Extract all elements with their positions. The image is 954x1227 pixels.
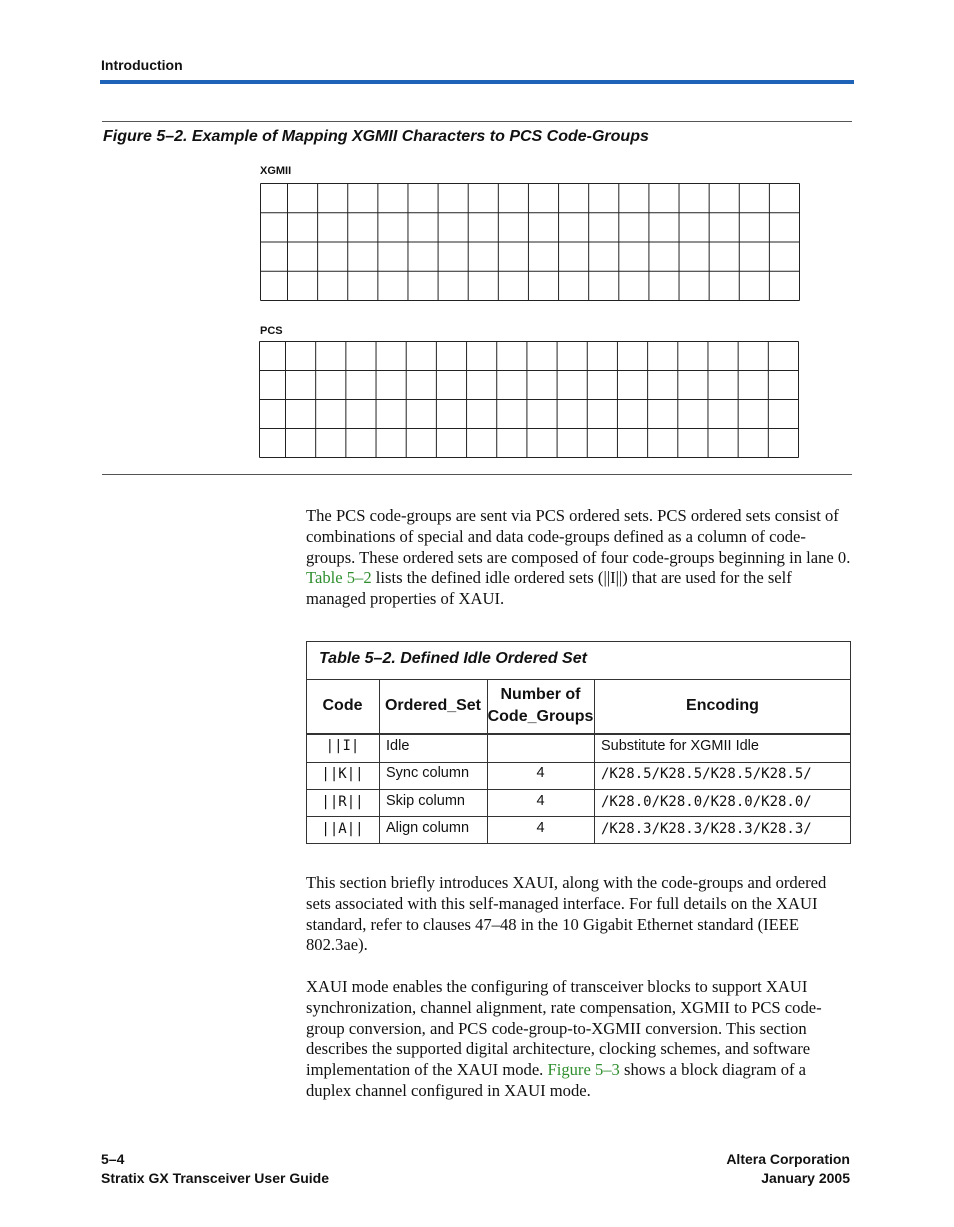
table-rule	[306, 816, 851, 817]
paragraph-text: The PCS code-groups are sent via PCS ordered sets. PCS ordered sets consist of combinations of special and data code-groups defined as a column of code-groups. These ordered sets are composed of four code-groups beginning in lane 0.	[306, 506, 851, 567]
table-cell-encoding: /K28.3/K28.3/K28.3/K28.3/	[601, 821, 812, 837]
table-caption: Table 5–2. Defined Idle Ordered Set	[319, 650, 587, 667]
table-cell-encoding: Substitute for XGMII Idle	[601, 738, 759, 754]
figure-top-rule	[102, 121, 852, 122]
table-cell-code: ||A||	[321, 821, 364, 837]
table-cell-encoding: /K28.0/K28.0/K28.0/K28.0/	[601, 794, 812, 810]
table-cell-number: 4	[536, 765, 545, 781]
paragraph-text: XAUI mode enables the configuring of transceiver blocks to support XAUI synchronization, channel alignment, rate compensation, XGMII to PCS code-group conversion, and PCS code-group-to-XGMII conversion. This section describes the supported digital architecture, clocking schemes, and software implementation of the XAUI mode.	[306, 977, 822, 1080]
figure-bottom-rule	[102, 474, 852, 475]
pcs-label: PCS	[260, 325, 283, 337]
header-rule	[100, 80, 854, 84]
table-cell-number: 4	[536, 820, 545, 836]
header-line: Number of	[500, 686, 581, 703]
pcs-grid	[259, 341, 800, 459]
column-header-ordered-set: Ordered_Set	[384, 697, 482, 714]
header-line: Code_Groups	[487, 708, 594, 725]
table-cell-number: 4	[536, 793, 545, 809]
paragraph-text: lists the defined idle ordered sets (||I||) that are used for the self managed properties of XAUI.	[306, 568, 792, 609]
column-header-encoding: Encoding	[686, 697, 759, 714]
footer-company: Altera Corporation	[726, 1151, 850, 1167]
footer-page-number: 5–4	[101, 1151, 125, 1167]
xgmii-label: XGMII	[260, 165, 292, 177]
table-cell-encoding: /K28.5/K28.5/K28.5/K28.5/	[601, 766, 812, 782]
column-header-number-of-code-groups	[487, 684, 594, 728]
footer-date: January 2005	[761, 1170, 850, 1186]
body-paragraph-overview: This section briefly introduces XAUI, along with the code-groups and ordered sets associated with this self-managed interface. For full details on the XAUI standard, refer to clauses 47–48 in the 10 Gigabit Ethernet standard (IEEE 802.3ae).	[306, 873, 827, 955]
column-header-code: Code	[322, 697, 363, 714]
table-rule	[306, 762, 851, 763]
table-cell-code: ||R||	[321, 794, 364, 810]
body-paragraph-xaui-mode	[306, 977, 851, 1102]
figure-caption: Figure 5–2. Example of Mapping XGMII Characters to PCS Code-Groups	[103, 128, 649, 145]
table-rule	[306, 733, 851, 735]
table-cell-ordered-set: Sync column	[386, 765, 470, 781]
table-rule	[306, 789, 851, 790]
running-header: Introduction	[101, 57, 183, 73]
table-cell-code: ||I|	[325, 738, 360, 754]
table-cell-ordered-set: Align column	[386, 820, 470, 836]
table-cell-code: ||K||	[321, 766, 364, 782]
body-paragraph-intro	[306, 506, 851, 610]
table-5-2-link[interactable]: Table 5–2	[306, 568, 372, 588]
table-cell-ordered-set: Skip column	[386, 793, 465, 809]
table-cell-ordered-set: Idle	[386, 738, 410, 754]
table-rule	[306, 679, 851, 680]
footer-guide-title: Stratix GX Transceiver User Guide	[101, 1170, 329, 1186]
figure-5-3-link[interactable]: Figure 5–3	[547, 1060, 620, 1080]
paragraph-text: shows a block diagram of a duplex channel configured in XAUI mode.	[306, 1060, 807, 1100]
xgmii-grid	[260, 183, 801, 302]
